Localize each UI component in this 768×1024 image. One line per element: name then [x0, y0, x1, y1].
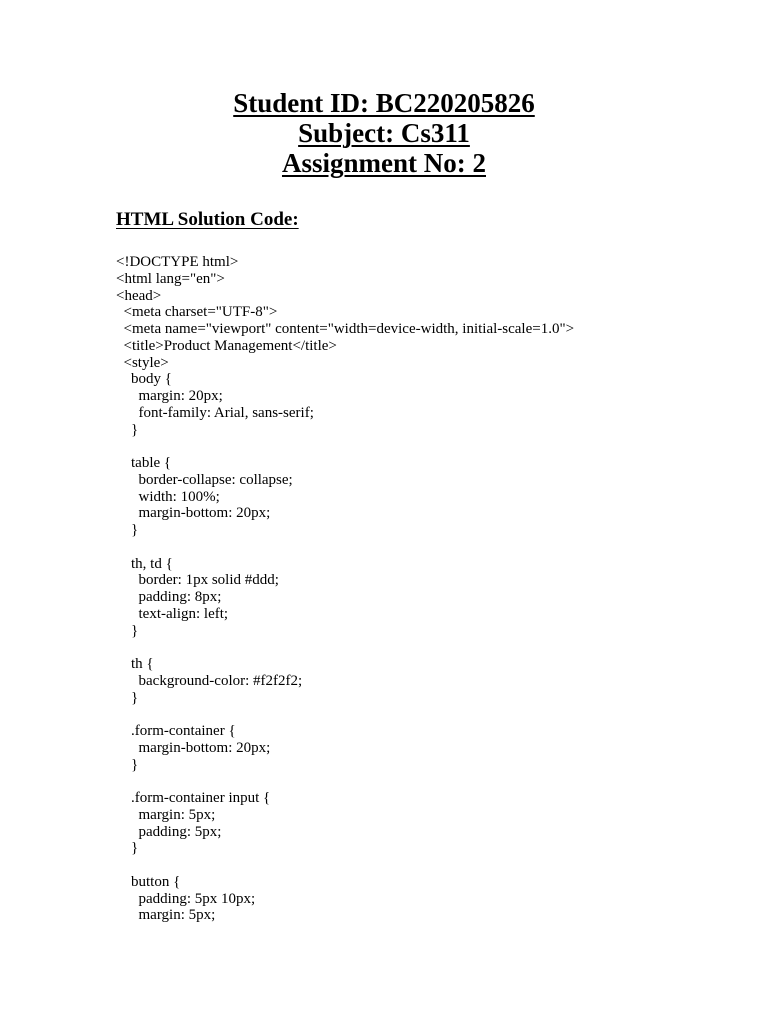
code-line: margin: 20px;: [116, 388, 223, 404]
code-line: [116, 539, 736, 556]
code-line: }: [116, 840, 139, 857]
code-line: [116, 639, 736, 656]
code-line: .form-container {: [116, 723, 236, 739]
code-line: [116, 857, 736, 874]
code-line: th {: [116, 656, 154, 672]
code-line: [116, 438, 736, 455]
code-line: <meta name="viewport" content="width=device-width, initial-scale=1.0">: [116, 321, 575, 337]
code-line: background-color: #f2f2f2;: [116, 672, 303, 689]
code-line: }: [116, 756, 139, 773]
code-line: border: 1px solid #ddd;: [116, 572, 279, 589]
section-heading: HTML Solution Code:: [116, 209, 299, 230]
code-line: [116, 706, 736, 723]
code-line: width: 100%;: [116, 488, 220, 505]
code-line: }: [116, 421, 139, 438]
code-line: margin: 5px;: [116, 907, 216, 924]
code-line: <meta charset="UTF-8">: [116, 304, 278, 321]
code-line: padding: 5px 10px;: [116, 890, 256, 907]
code-line: <head>: [116, 287, 162, 304]
code-line: }: [116, 522, 139, 538]
code-line: margin-bottom: 20px;: [116, 505, 271, 522]
subject-heading: Subject: Cs311: [298, 118, 470, 148]
code-line: [116, 773, 736, 790]
code-line: font-family: Arial, sans-serif;: [116, 404, 314, 421]
student-id-heading: Student ID: BC220205826: [233, 88, 535, 118]
code-line: th, td {: [116, 555, 173, 572]
code-line: button {: [116, 873, 181, 890]
code-line: .form-container input {: [116, 790, 271, 806]
code-line: <html lang="en">: [116, 270, 225, 287]
code-line: margin: 5px;: [116, 806, 216, 823]
assignment-heading: Assignment No: 2: [281, 148, 486, 178]
code-line: }: [116, 689, 139, 706]
code-line: margin-bottom: 20px;: [116, 739, 271, 756]
document-title: [0, 88, 768, 178]
code-listing: [116, 254, 736, 924]
code-line: table {: [116, 455, 172, 471]
code-line: }: [116, 622, 139, 639]
code-line: border-collapse: collapse;: [116, 471, 293, 488]
code-line: padding: 5px;: [116, 823, 222, 840]
code-line: <!DOCTYPE html>: [116, 254, 239, 270]
code-line: <style>: [116, 354, 169, 371]
code-line: padding: 8px;: [116, 589, 222, 605]
code-line: text-align: left;: [116, 605, 229, 622]
code-line: <title>Product Management</title>: [116, 337, 337, 354]
code-line: body {: [116, 371, 172, 388]
